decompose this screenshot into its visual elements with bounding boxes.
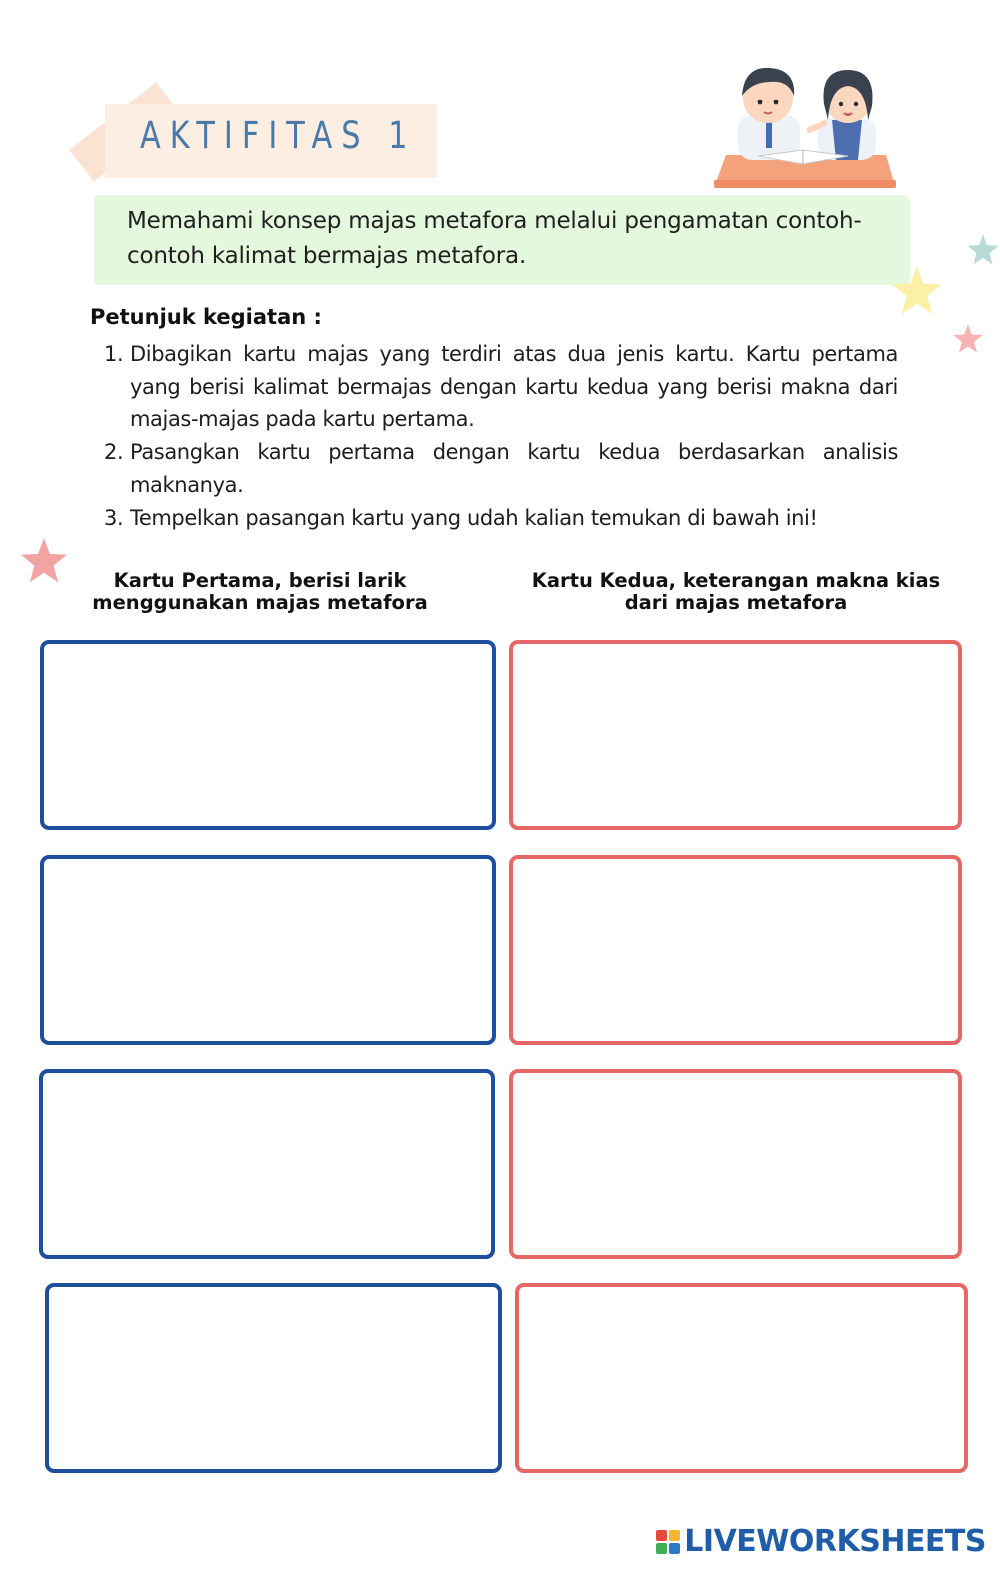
list-text: Pasangkan kartu pertama dengan kartu kedua berdasarkan analisis maknanya. xyxy=(130,440,898,497)
list-number: 3. xyxy=(104,505,124,530)
list-number: 1. xyxy=(104,342,124,366)
star-icon xyxy=(966,232,1000,268)
first-card-slot-4[interactable] xyxy=(45,1283,502,1473)
activity-title: AKTIFITAS 1 xyxy=(140,114,417,157)
students-reading-illustration xyxy=(708,60,898,192)
list-number: 2. xyxy=(104,440,124,465)
second-card-slot-3[interactable] xyxy=(509,1069,962,1259)
liveworksheets-logo-icon xyxy=(656,1530,680,1554)
footer-brand xyxy=(656,1524,986,1559)
star-icon xyxy=(952,322,984,356)
second-card-slot-2[interactable] xyxy=(509,855,962,1045)
footer-brand-text: LIVEWORKSHEETS xyxy=(684,1524,986,1559)
left-column-heading: Kartu Pertama, berisi larik menggunakan majas metafora xyxy=(92,569,428,614)
instructions-list xyxy=(104,338,898,534)
instructions-heading: Petunjuk kegiatan : xyxy=(90,305,322,329)
second-card-slot-1[interactable] xyxy=(509,640,962,830)
list-item xyxy=(104,338,898,436)
star-icon xyxy=(890,262,944,320)
list-text: Tempelkan pasangan kartu yang udah kalian temukan di bawah ini! xyxy=(130,505,818,530)
list-item xyxy=(104,502,898,535)
activity-goal: Memahami konsep majas metafora melalui pengamatan contoh-contoh kalimat bermajas metafora. xyxy=(127,208,862,269)
first-card-slot-1[interactable] xyxy=(40,640,496,830)
second-card-slot-4[interactable] xyxy=(515,1283,968,1473)
list-text: Dibagikan kartu majas yang terdiri atas dua jenis kartu. Kartu pertama yang berisi kalimat bermajas dengan kartu kedua yang berisi makna dari majas-majas pada kartu pertama. xyxy=(130,342,898,432)
right-column-heading: Kartu Kedua, keterangan makna kias dari majas metafora xyxy=(531,569,941,614)
list-item xyxy=(104,436,898,501)
first-card-slot-3[interactable] xyxy=(39,1069,495,1259)
first-card-slot-2[interactable] xyxy=(40,855,496,1045)
